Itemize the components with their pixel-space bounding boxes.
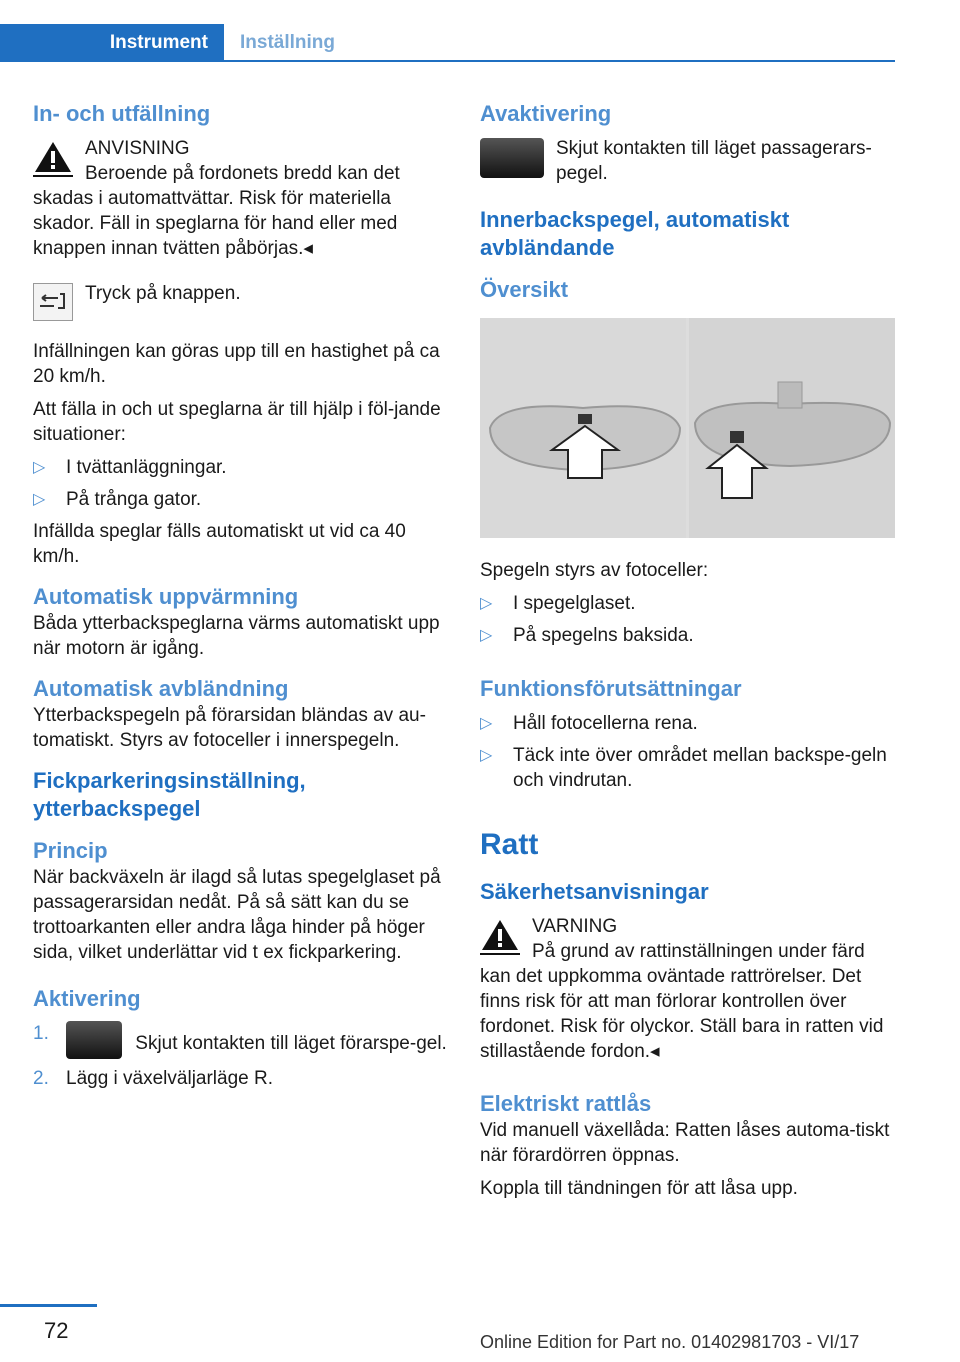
heading-avaktivering: Avaktivering [480, 101, 612, 126]
paragraph-situations: Att fälla in och ut speglarna är till hjälp i föl‐jande situationer: [33, 399, 441, 445]
heading-innerbackspegel: Innerbackspegel, automatiskt avbländande [480, 207, 790, 260]
tab-installning[interactable]: Inställning [240, 32, 335, 53]
text-uppvarmning: Båda ytterbackspeglarna värms automatiskt upp när motorn är igång. [33, 613, 440, 659]
warning-label: ANVISNING [85, 138, 190, 159]
mirror-switch-icon [66, 1021, 122, 1059]
triangle-bullet-icon: ▷ [480, 595, 493, 612]
warning-text: På grund av rattinställningen under färd kan det uppkomma oväntade rattrörelser. Det finns risk för att man förlorar kontrollen över fordonet. Risk för olyckor. Ställ bara in ratten vid stillastående fordon.◂ [480, 941, 884, 1062]
triangle-bullet-icon: ▷ [480, 715, 493, 732]
list-item: ▷ Täck inte över området mellan backspe‐geln och vindrutan. [480, 745, 887, 791]
fotoceller-list [480, 591, 898, 648]
warning-label: VARNING [532, 916, 618, 937]
tab-underline [0, 60, 895, 62]
step-item: 1. Skjut kontakten till läget förarspe‐gel. [33, 1021, 453, 1059]
text-rattlas: Vid manuell växellåda: Ratten låses automa‐tiskt när förardörren öppnas. [480, 1120, 890, 1166]
paragraph-speed: Infällningen kan göras upp till en hastighet på ca 20 km/h. [33, 341, 440, 387]
mirror-fold-button-icon [33, 283, 73, 321]
heading-fickparkering: Fickparkeringsinställning, ytterbackspegel [33, 768, 306, 821]
step-item: 2. Lägg i växelväljarläge R. [33, 1068, 274, 1089]
heading-automatisk-uppvarmning: Automatisk uppvärmning [33, 584, 299, 609]
triangle-bullet-icon: ▷ [480, 747, 493, 764]
list-item: ▷ I spegelglaset. [480, 593, 636, 614]
triangle-bullet-icon: ▷ [480, 627, 493, 644]
heading-aktivering: Aktivering [33, 986, 141, 1011]
text-fotoceller: Spegeln styrs av fotoceller: [480, 560, 709, 581]
page-number: 72 [44, 1318, 69, 1343]
forutsattningar-list [480, 711, 898, 793]
triangle-bullet-icon: ▷ [33, 491, 46, 508]
warning-block [33, 136, 453, 261]
text-avaktivering: Skjut kontakten till läget passagerars‐pegel. [556, 138, 872, 184]
tab-bar [0, 24, 895, 62]
tab-instrument[interactable]: Instrument [0, 24, 224, 62]
mirror-switch-icon [480, 138, 544, 178]
heading-oversikt: Översikt [480, 277, 569, 302]
press-button-row [33, 281, 453, 325]
heading-sakerhetsanvisningar: Säkerhetsanvisningar [480, 879, 709, 904]
aktivering-steps [33, 1021, 453, 1091]
heading-in-och-utfallning: In- och utfällning [33, 101, 211, 126]
mirror-photo [480, 318, 895, 538]
text-princip: När backväxeln är ilagd så lutas spegelglaset på passagerarsidan nedåt. På så sätt kan du se trottoarkanten eller andra låga hinder på höger sida, vilket underlättar vid t ex fickparkering. [33, 867, 441, 963]
paragraph-auto-unfold: Infällda speglar fälls automatiskt ut vid ca 40 km/h. [33, 521, 406, 567]
triangle-bullet-icon: ▷ [33, 459, 46, 476]
list-item: ▷ På spegelns baksida. [480, 625, 694, 646]
situations-list [33, 455, 453, 512]
heading-funktionsforutsattningar: Funktionsförutsättningar [480, 676, 742, 701]
list-item: ▷ På trånga gator. [33, 489, 202, 510]
press-button-text: Tryck på knappen. [85, 283, 241, 304]
list-item: ▷ I tvättanläggningar. [33, 457, 227, 478]
heading-princip: Princip [33, 838, 108, 863]
warning-text: Beroende på fordonets bredd kan det skadas i automattvättar. Risk för materiella skador. Fäll in speglarna för hand eller med knappen innan tvätten påbörjas.◂ [33, 163, 400, 259]
heading-elektriskt-rattlas: Elektriskt rattlås [480, 1091, 652, 1116]
warning-block [480, 914, 898, 1064]
heading-ratt: Ratt [480, 828, 539, 861]
footer-rule [0, 1304, 97, 1307]
text-avblandning: Ytterbackspegeln på förarsidan bländas av au‐tomatiskt. Styrs av fotoceller i innerspegeln. [33, 705, 426, 751]
left-column [33, 100, 453, 1098]
right-column [480, 100, 898, 1201]
avaktivering-row [480, 136, 898, 186]
heading-automatisk-avblandning: Automatisk avbländning [33, 676, 289, 701]
edition-text: Online Edition for Part no. 01402981703 - VI/17 [480, 1332, 860, 1352]
warning-triangle-icon [480, 918, 520, 956]
text-tandning: Koppla till tändningen för att låsa upp. [480, 1178, 798, 1199]
warning-triangle-icon [33, 140, 73, 178]
list-item: ▷ Håll fotocellerna rena. [480, 713, 698, 734]
